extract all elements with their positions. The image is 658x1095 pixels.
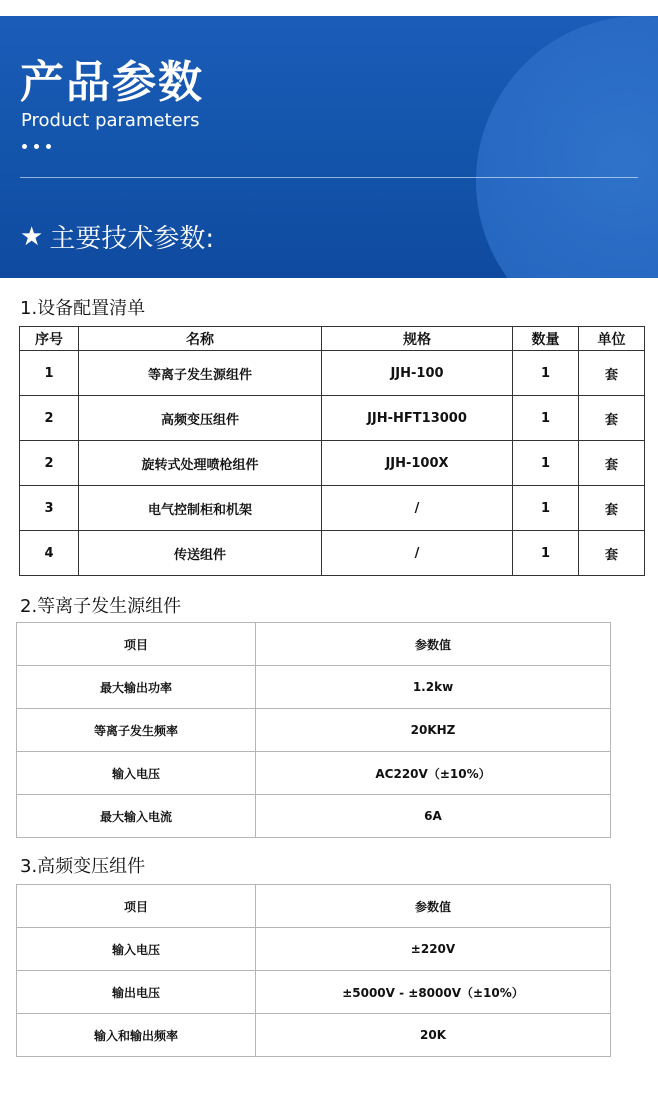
cell: JJH-HFT13000 xyxy=(322,396,513,441)
cell: JJH-100X xyxy=(322,441,513,486)
section-heading-label: 主要技术参数: xyxy=(49,224,215,254)
decorative-circle xyxy=(476,16,658,278)
table-row xyxy=(20,351,645,396)
table-row xyxy=(17,971,611,1014)
cell: ±5000V - ±8000V（±10%） xyxy=(256,971,611,1014)
section-title-config: 1.设备配置清单 xyxy=(20,298,146,319)
col-header: 规格 xyxy=(322,327,513,351)
table-header-row xyxy=(17,885,611,928)
cell: 1 xyxy=(513,396,579,441)
table-row xyxy=(17,928,611,971)
cell: 电气控制柜和机架 xyxy=(79,486,322,531)
cell: 最大输出功率 xyxy=(17,666,256,709)
col-header: 数量 xyxy=(513,327,579,351)
plasma-table xyxy=(16,622,611,838)
star-icon: ★ xyxy=(20,221,44,252)
cell: 2 xyxy=(20,396,79,441)
table-row xyxy=(17,752,611,795)
section-title-plasma: 2.等离子发生源组件 xyxy=(20,596,182,617)
cell: 等离子发生源组件 xyxy=(79,351,322,396)
table-row xyxy=(20,441,645,486)
cell: 20K xyxy=(256,1014,611,1057)
cell: 旋转式处理喷枪组件 xyxy=(79,441,322,486)
col-header: 参数值 xyxy=(256,623,611,666)
table-row xyxy=(17,666,611,709)
cell: 1 xyxy=(513,441,579,486)
cell: 1 xyxy=(20,351,79,396)
section-title-transformer: 3.高频变压组件 xyxy=(20,856,146,877)
col-header: 单位 xyxy=(579,327,645,351)
top-margin xyxy=(0,0,658,16)
table-row xyxy=(17,709,611,752)
cell: JJH-100 xyxy=(322,351,513,396)
cell: / xyxy=(322,531,513,576)
section-heading xyxy=(20,218,214,255)
cell: 等离子发生频率 xyxy=(17,709,256,752)
table-row xyxy=(20,531,645,576)
cell: 1.2kw xyxy=(256,666,611,709)
col-header: 参数值 xyxy=(256,885,611,928)
cell: 2 xyxy=(20,441,79,486)
dots-ornament xyxy=(22,144,51,149)
divider xyxy=(20,177,638,178)
cell: 输入电压 xyxy=(17,928,256,971)
table-row xyxy=(20,396,645,441)
dot xyxy=(34,144,39,149)
cell: 套 xyxy=(579,351,645,396)
page-title: 产品参数 xyxy=(20,57,204,108)
cell: 4 xyxy=(20,531,79,576)
cell: ±220V xyxy=(256,928,611,971)
cell: 20KHZ xyxy=(256,709,611,752)
cell: 套 xyxy=(579,441,645,486)
cell: 输入和输出频率 xyxy=(17,1014,256,1057)
col-header: 项目 xyxy=(17,885,256,928)
table-header-row xyxy=(17,623,611,666)
table-row xyxy=(17,795,611,838)
config-table xyxy=(19,326,645,576)
cell: / xyxy=(322,486,513,531)
cell: 3 xyxy=(20,486,79,531)
cell: 1 xyxy=(513,351,579,396)
cell: 最大输入电流 xyxy=(17,795,256,838)
header-banner xyxy=(0,16,658,278)
cell: 套 xyxy=(579,531,645,576)
cell: 6A xyxy=(256,795,611,838)
page-subtitle-en: Product parameters xyxy=(21,110,200,131)
cell: 1 xyxy=(513,486,579,531)
cell: 套 xyxy=(579,486,645,531)
cell: 1 xyxy=(513,531,579,576)
col-header: 序号 xyxy=(20,327,79,351)
cell: 传送组件 xyxy=(79,531,322,576)
table-header-row xyxy=(20,327,645,351)
table-row xyxy=(20,486,645,531)
col-header: 名称 xyxy=(79,327,322,351)
transformer-table xyxy=(16,884,611,1057)
cell: 输入电压 xyxy=(17,752,256,795)
cell: 输出电压 xyxy=(17,971,256,1014)
cell: AC220V（±10%） xyxy=(256,752,611,795)
dot xyxy=(22,144,27,149)
cell: 套 xyxy=(579,396,645,441)
table-row xyxy=(17,1014,611,1057)
col-header: 项目 xyxy=(17,623,256,666)
cell: 高频变压组件 xyxy=(79,396,322,441)
dot xyxy=(46,144,51,149)
